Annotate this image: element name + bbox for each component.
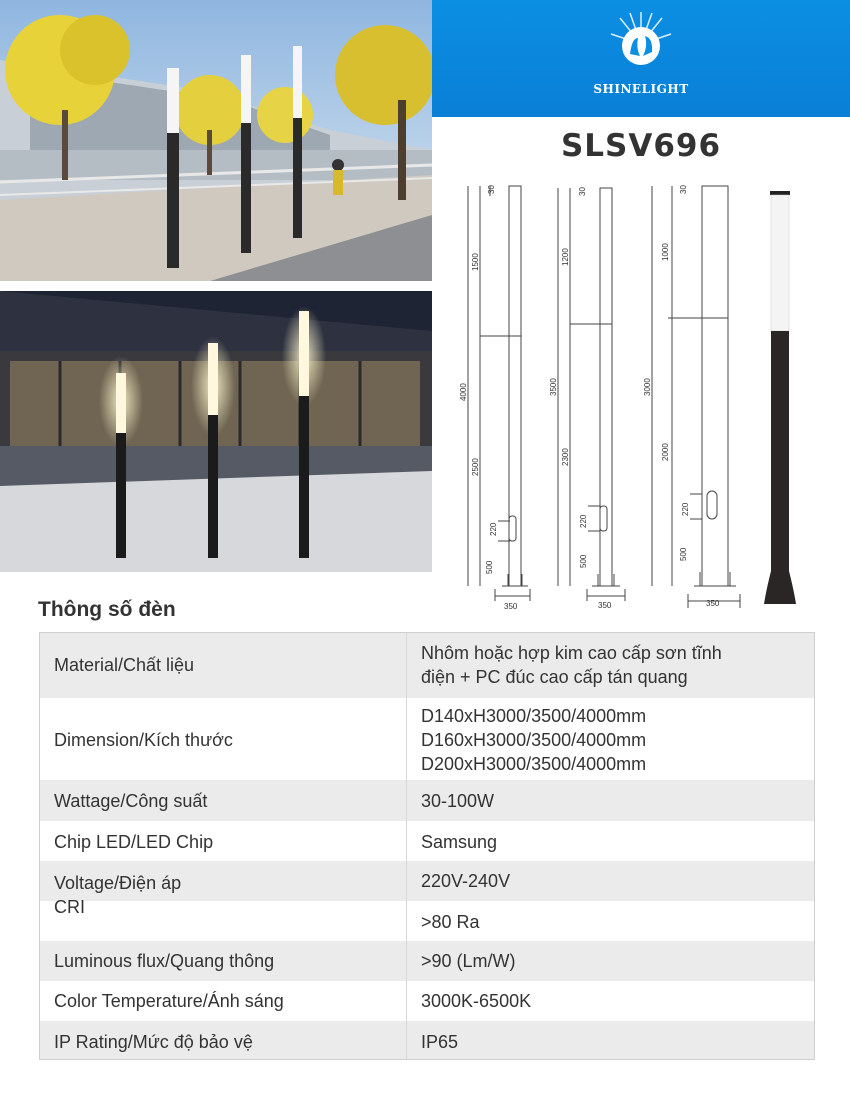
spec-section-title: Thông số đèn (38, 598, 176, 621)
pole-1-top-dim: 30 (487, 185, 496, 194)
spec-value: IP65 (421, 1032, 459, 1052)
technical-drawing (440, 176, 810, 616)
product-render (764, 191, 796, 604)
spec-label: Wattage/Công suất (54, 791, 208, 811)
spec-value: 30-100W (421, 791, 495, 811)
spec-label: Color Temperature/Ánh sáng (54, 991, 284, 1011)
night-product-photo (0, 291, 432, 572)
pole-2-total-dim: 3500 (549, 378, 558, 396)
pole-2-lower-dim: 2300 (561, 448, 570, 466)
pole-1-width-dim: 350 (504, 602, 518, 611)
spec-row-material (40, 633, 814, 698)
pole-2-outline (600, 188, 612, 586)
spec-label: Material/Chất liệu (54, 655, 195, 675)
spec-row-luminous (40, 941, 814, 981)
pole-3-upper-dim: 1000 (661, 243, 670, 261)
daytime-scene-illustration (0, 0, 432, 281)
pole-1-door-dim: 220 (489, 522, 498, 536)
pole-2-top-dim: 30 (578, 187, 587, 196)
spec-row-color-temp (40, 981, 814, 1021)
shinelight-logo-icon (608, 8, 674, 80)
pole-1-total-dim: 4000 (459, 383, 468, 401)
brand-name: SHINELIGHT (593, 82, 689, 96)
pole-2-upper-dim: 1200 (561, 248, 570, 266)
pole-3-top-dim: 30 (679, 185, 688, 194)
spec-table (39, 632, 815, 1060)
spec-label: Chip LED/LED Chip (54, 832, 214, 852)
spec-value: >80 Ra (421, 912, 480, 932)
pole-2-door-dim: 220 (579, 514, 588, 528)
spec-row-voltage (40, 861, 814, 901)
spec-value: 3000K-6500K (421, 991, 532, 1011)
spec-value: điện + PC đúc cao cấp tán quang (421, 667, 688, 687)
spec-row-cri (40, 897, 814, 941)
spec-value: D160xH3000/3500/4000mm (421, 730, 647, 750)
spec-row-chip (40, 821, 814, 861)
pole-3-base-dim: 500 (679, 547, 688, 561)
pole-2-width-dim: 350 (598, 601, 612, 610)
spec-row-ip (40, 1021, 814, 1059)
model-title: SLSV696 (560, 128, 722, 164)
pole-1-outline (509, 186, 521, 586)
spec-value: Samsung (421, 832, 498, 852)
column-divider (406, 633, 407, 1059)
pole-3-width-dim: 350 (706, 599, 720, 608)
pole-3-lower-dim: 2000 (661, 443, 670, 461)
spec-label: CRI (54, 897, 85, 917)
pole-1-lower-dim: 2500 (471, 458, 480, 476)
spec-value: 220V-240V (421, 871, 511, 891)
spec-label: Dimension/Kích thước (54, 730, 233, 750)
brand-header (432, 0, 850, 117)
spec-row-dimension (40, 698, 814, 780)
spec-label: IP Rating/Mức độ bảo vệ (54, 1032, 253, 1052)
pole-2-base-dim: 500 (579, 554, 588, 568)
spec-label: Luminous flux/Quang thông (54, 951, 275, 971)
spec-value: >90 (Lm/W) (421, 951, 516, 971)
pole-1-base-dim: 500 (485, 560, 494, 574)
daytime-product-photo (0, 0, 432, 281)
spec-value: D200xH3000/3500/4000mm (421, 754, 647, 774)
night-scene-illustration (0, 291, 432, 572)
pole-1-upper-dim: 1500 (471, 253, 480, 271)
pole-3-door-dim: 220 (681, 502, 690, 516)
spec-label: Voltage/Điện áp (54, 873, 182, 893)
spec-value: D140xH3000/3500/4000mm (421, 706, 647, 726)
pole-3-total-dim: 3000 (643, 378, 652, 396)
spec-row-wattage (40, 780, 814, 821)
pole-3-outline (702, 186, 728, 586)
spec-value: Nhôm hoặc hợp kim cao cấp sơn tĩnh (421, 643, 722, 663)
